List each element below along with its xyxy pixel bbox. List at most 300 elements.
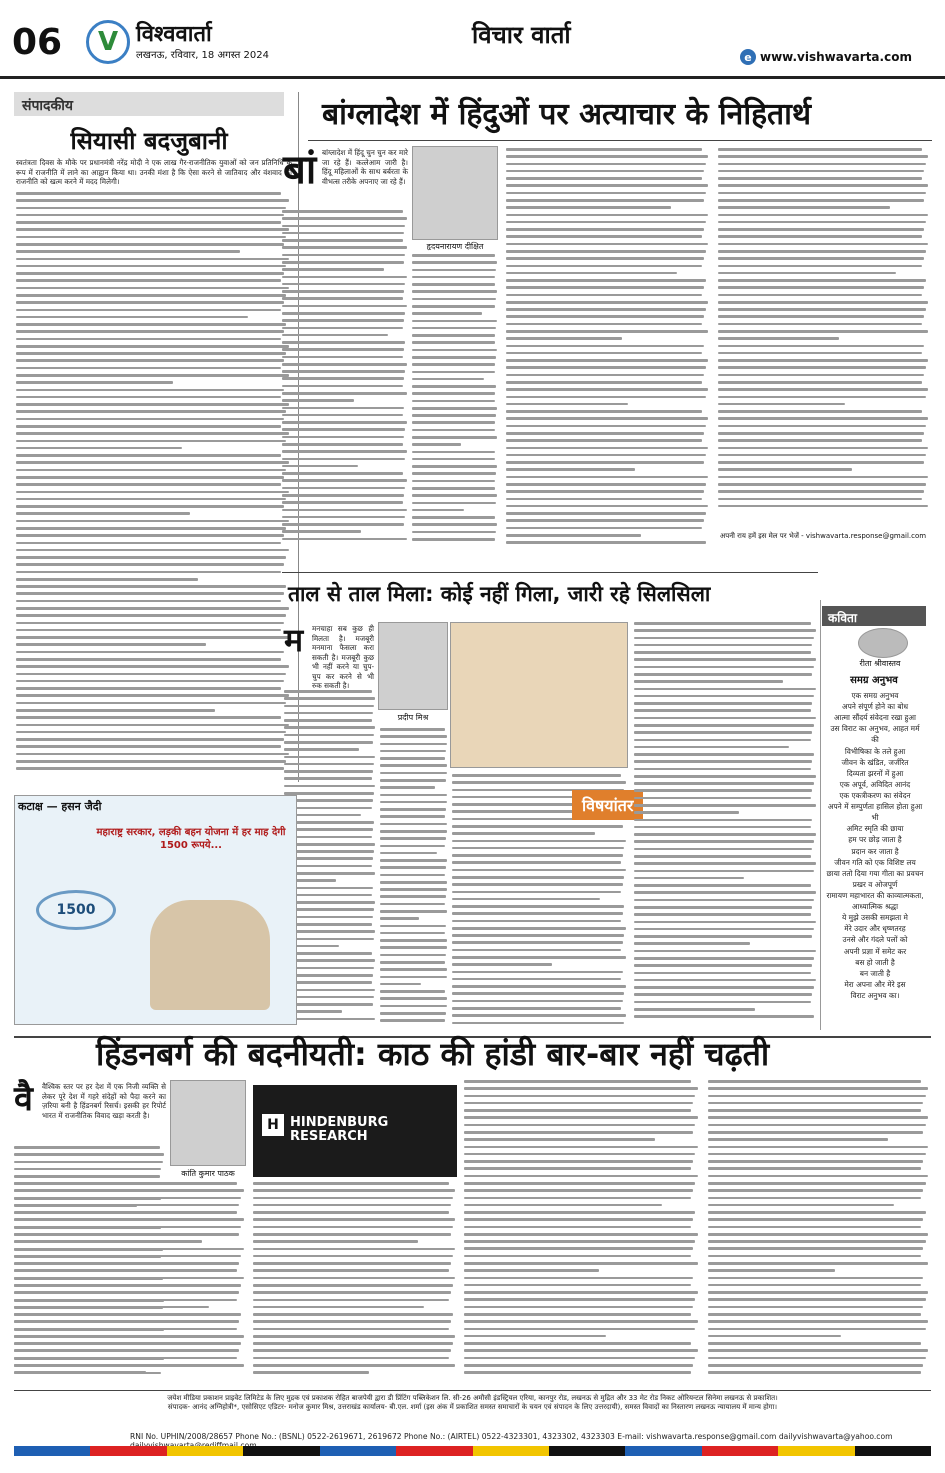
text-line <box>708 1131 923 1134</box>
text-line <box>284 967 374 970</box>
cartoon-artist: हसन जैदी <box>61 800 102 813</box>
text-line <box>14 1175 160 1178</box>
text-line <box>16 534 284 537</box>
text-line <box>634 862 816 865</box>
text-line <box>506 257 704 260</box>
text-line <box>718 381 922 384</box>
text-line <box>452 861 621 864</box>
text-line <box>284 996 374 999</box>
article3-col2 <box>253 1182 457 1384</box>
text-line <box>452 992 624 995</box>
author-photo-3 <box>170 1080 246 1166</box>
text-line <box>253 1262 451 1265</box>
text-line <box>464 1211 695 1214</box>
poem-line: हम पर छोड़ जाता है <box>848 835 902 845</box>
text-line <box>464 1160 693 1163</box>
text-line <box>14 1328 237 1331</box>
text-line <box>380 859 447 862</box>
text-line <box>412 451 495 454</box>
text-line <box>380 1019 445 1022</box>
text-line <box>708 1335 841 1338</box>
text-line <box>282 305 407 308</box>
text-line <box>452 1007 621 1010</box>
text-line <box>718 447 928 450</box>
article1-rule <box>308 140 932 141</box>
text-line <box>380 750 446 753</box>
text-line <box>16 491 289 494</box>
text-line <box>506 170 704 173</box>
text-line <box>380 939 447 942</box>
text-line <box>16 607 289 610</box>
text-line <box>506 228 704 231</box>
text-line <box>282 348 404 351</box>
text-line <box>718 388 928 391</box>
text-line <box>718 214 928 217</box>
text-line <box>464 1277 693 1280</box>
text-line <box>718 192 926 195</box>
text-line <box>634 979 816 982</box>
text-line <box>284 821 374 824</box>
text-line <box>412 349 497 352</box>
text-line <box>16 585 286 588</box>
text-line <box>16 214 284 217</box>
text-line <box>16 702 286 705</box>
editorial-tag: संपादकीय <box>14 92 284 116</box>
text-line <box>464 1153 695 1156</box>
text-line <box>16 381 173 384</box>
text-line <box>412 523 497 526</box>
text-line <box>464 1131 693 1134</box>
text-line <box>282 283 405 286</box>
text-line <box>412 465 497 468</box>
text-line <box>708 1364 923 1367</box>
text-line <box>634 870 814 873</box>
text-line <box>634 760 812 763</box>
text-line <box>634 797 811 800</box>
text-line <box>718 301 928 304</box>
text-line <box>412 312 482 315</box>
text-line <box>14 1277 244 1280</box>
text-line <box>412 458 495 461</box>
text-line <box>708 1291 928 1294</box>
text-line <box>634 739 811 742</box>
text-line <box>506 498 702 501</box>
text-line <box>506 206 671 209</box>
text-line <box>634 811 739 814</box>
text-line <box>464 1247 693 1250</box>
text-line <box>464 1204 662 1207</box>
text-line <box>284 901 375 904</box>
text-line <box>16 760 286 763</box>
text-line <box>253 1349 451 1352</box>
editorial-body <box>16 192 292 777</box>
text-line <box>16 454 281 457</box>
text-line <box>380 823 447 826</box>
poem-line: अपनी प्रज्ञा में समेट कर <box>843 946 907 956</box>
text-line <box>412 363 495 366</box>
text-line <box>452 920 621 923</box>
text-line <box>634 782 814 785</box>
text-line <box>718 403 845 406</box>
text-line <box>506 221 706 224</box>
text-line <box>506 272 677 275</box>
text-line <box>380 983 421 986</box>
text-line <box>506 315 704 318</box>
text-line <box>16 614 286 617</box>
text-line <box>412 480 495 483</box>
text-line <box>380 786 435 789</box>
hindenburg-logo-icon: H <box>262 1114 284 1136</box>
text-line <box>412 494 497 497</box>
text-line <box>718 454 926 457</box>
text-line <box>708 1095 926 1098</box>
text-line <box>282 487 405 490</box>
author-photo-2 <box>378 622 448 710</box>
text-line <box>506 417 708 420</box>
text-line <box>452 927 626 930</box>
poem-line: एक समग्र अनुभव <box>851 691 899 700</box>
text-line <box>380 764 447 767</box>
text-line <box>634 746 789 749</box>
text-line <box>708 1233 928 1236</box>
text-line <box>14 1146 160 1149</box>
text-line <box>253 1255 453 1258</box>
poem-line: उस विराट का अनुभव, आहत मर्म की <box>830 724 920 745</box>
poem-line: दिव्यता झरनों में हुआ <box>846 768 904 778</box>
text-line <box>16 563 284 566</box>
text-line <box>634 709 811 712</box>
text-line <box>634 950 816 953</box>
text-line <box>412 356 496 359</box>
editorial-intro: स्वतंत्रता दिवस के मौके पर प्रधानमंत्री नरेंद्र मोदी ने एक लाख गैर-राजनीतिक युवाओं को जन प्रतिनिधि के रूप में राजनीति में लाने का आह्वान किया था। उनकी मंशा है कि ऐसा करने से जातिवाद और वंशवाद की राजनीति को खत्म करने में मदद मिलेगी। <box>16 158 292 186</box>
article2-col1b <box>380 728 448 1030</box>
text-line <box>506 279 706 282</box>
text-line <box>14 1364 244 1367</box>
text-line <box>282 494 404 497</box>
text-line <box>718 417 928 420</box>
text-line <box>16 687 281 690</box>
text-line <box>464 1218 693 1221</box>
text-line <box>718 468 852 471</box>
text-line <box>380 895 446 898</box>
text-line <box>14 1269 237 1272</box>
text-line <box>16 542 281 545</box>
text-line <box>16 389 284 392</box>
text-line <box>506 243 708 246</box>
text-line <box>634 891 816 894</box>
imprint-line1: जयेश मीडिया प्रकाशन प्राइवेट लिमिटेड के लिए मुद्रक एवं प्रकाशक रोहित बाजपेयी द्वारा डी प्रिंटिंग पब्लिकेशन लि. सी-26 अमौसी इंडस्ट्रियल एरिया, कानपुर रोड, लखनऊ से मुद्रित और 33 मेट रोड निकट ओरियन्टल सिनेमा लखनऊ से प्रकाशित। <box>167 1394 778 1402</box>
poem-line: छाया ततो दिया गया गीता का प्रवचन <box>826 868 924 878</box>
text-line <box>16 658 281 661</box>
text-line <box>16 374 289 377</box>
article3-col1 <box>14 1182 246 1384</box>
text-line <box>282 232 404 235</box>
text-line <box>253 1320 451 1323</box>
text-line <box>253 1269 449 1272</box>
text-line <box>16 709 215 712</box>
text-line <box>452 869 626 872</box>
brand-name: विश्ववार्ता <box>136 22 212 47</box>
text-line <box>634 731 812 734</box>
text-line <box>14 1233 239 1236</box>
text-line <box>718 221 926 224</box>
text-line <box>718 476 928 479</box>
text-line <box>452 847 624 850</box>
article3-dropcap: वै <box>14 1079 33 1119</box>
text-line <box>506 337 622 340</box>
text-line <box>284 894 372 897</box>
text-line <box>464 1146 698 1149</box>
text-line <box>380 837 446 840</box>
text-line <box>506 330 708 333</box>
text-line <box>16 418 284 421</box>
text-line <box>14 1182 237 1185</box>
text-line <box>412 429 495 432</box>
text-line <box>16 316 248 319</box>
text-line <box>506 352 702 355</box>
text-line <box>506 323 702 326</box>
text-line <box>380 976 447 979</box>
text-line <box>412 320 497 323</box>
text-line <box>284 959 375 962</box>
text-line <box>452 985 626 988</box>
article1-author: हृदयनारायण दीक्षित <box>426 242 484 251</box>
text-line <box>282 297 403 300</box>
text-line <box>284 719 372 722</box>
text-line <box>452 898 600 901</box>
text-line <box>282 414 403 417</box>
cartoon-coin: 1500 <box>36 890 116 930</box>
cartoon-tag: कटाक्ष — हसन जैदी <box>18 800 102 813</box>
text-line <box>282 290 404 293</box>
poem-line: एक एकत्रीकरण का संवेदन <box>839 790 911 800</box>
text-line <box>634 804 816 807</box>
text-line <box>14 1168 161 1171</box>
text-line <box>718 432 924 435</box>
dateline: लखनऊ, रविवार, 18 अगस्त 2024 <box>136 50 269 61</box>
text-line <box>634 702 812 705</box>
poem-line: प्रदान कर जाता है <box>851 846 899 856</box>
text-line <box>16 432 289 435</box>
text-line <box>634 789 812 792</box>
text-line <box>452 825 623 828</box>
text-line <box>412 392 495 395</box>
text-line <box>253 1364 455 1367</box>
text-line <box>412 502 496 505</box>
text-line <box>718 294 922 297</box>
text-line <box>718 315 924 318</box>
text-line <box>253 1218 455 1221</box>
text-line <box>634 957 814 960</box>
text-line <box>282 327 403 330</box>
text-line <box>708 1146 928 1149</box>
text-line <box>452 832 595 835</box>
poem-line: आत्मा सौंदर्य संवेदना रखा हुआ <box>834 713 916 723</box>
text-line <box>718 199 924 202</box>
text-line <box>284 770 373 773</box>
text-line <box>16 228 289 231</box>
text-line <box>282 407 404 410</box>
text-line <box>16 483 281 486</box>
text-line <box>718 286 924 289</box>
text-line <box>284 843 375 846</box>
text-line <box>634 717 816 720</box>
text-line <box>282 319 404 322</box>
text-line <box>282 450 407 453</box>
text-line <box>718 337 839 340</box>
text-line <box>412 407 497 410</box>
text-line <box>708 1284 921 1287</box>
text-line <box>506 425 706 428</box>
brand-logo: V <box>86 20 130 64</box>
text-line <box>506 454 706 457</box>
text-line <box>708 1357 926 1360</box>
text-line <box>464 1313 691 1316</box>
text-line <box>506 366 706 369</box>
text-line <box>708 1313 921 1316</box>
poet-name: रीता श्रीवास्तव <box>859 659 901 668</box>
text-line <box>16 330 284 333</box>
text-line <box>506 476 708 479</box>
text-line <box>412 283 495 286</box>
text-line <box>14 1211 237 1214</box>
text-line <box>506 468 635 471</box>
registration-colorbar <box>14 1446 931 1456</box>
text-line <box>718 155 928 158</box>
text-line <box>412 436 497 439</box>
text-line <box>452 1022 624 1025</box>
text-line <box>412 254 495 257</box>
text-line <box>282 356 403 359</box>
text-line <box>284 748 359 751</box>
text-line <box>253 1328 449 1331</box>
imprint-line2: संपादक- आनंद अग्निहोत्री*, एसोसिएट एडिटर- मनोज कुमार मिश्र, उत्तराखंड कार्यालय- बी.एल. शर्मा (इस अंक में प्रकाशित समस्त समाचारों के चयन एवं संपादन के लिए उत्तरदायी), समस्त विवादों का निस्तारण लखनऊ न्यायालय में मान्य होगा। <box>167 1403 778 1412</box>
text-line <box>284 807 372 810</box>
text-line <box>282 377 404 380</box>
text-line <box>16 578 198 581</box>
poem-line: भी <box>871 813 879 823</box>
text-line <box>16 403 289 406</box>
text-line <box>16 549 289 552</box>
text-line <box>634 622 811 625</box>
text-line <box>380 917 419 920</box>
text-line <box>282 443 403 446</box>
text-line <box>634 964 812 967</box>
text-line <box>506 214 708 217</box>
text-line <box>412 385 496 388</box>
text-line <box>380 888 447 891</box>
text-line <box>708 1277 923 1280</box>
text-line <box>14 1226 241 1229</box>
text-line <box>282 254 405 257</box>
text-line <box>634 855 811 858</box>
text-line <box>634 848 812 851</box>
text-line <box>634 819 812 822</box>
text-line <box>412 371 495 374</box>
text-line <box>708 1102 923 1105</box>
text-line <box>718 308 926 311</box>
text-line <box>16 287 289 290</box>
text-line <box>718 148 922 151</box>
article1-dropcap: बां <box>283 146 317 193</box>
text-line <box>380 743 447 746</box>
text-line <box>380 845 445 848</box>
text-line <box>634 906 812 909</box>
text-line <box>282 465 358 468</box>
article2-lead: मनचाहा सब कुछ ही मिलता है। मजबूरी मनमाना फैसला करा सकती है। मजबूरी कुछ भी नहीं करने या चुप-चुप कर करने से भी रुक सकती है। <box>312 624 374 690</box>
text-line <box>718 265 922 268</box>
text-line <box>282 261 404 264</box>
text-line <box>634 629 816 632</box>
text-line <box>380 1012 446 1015</box>
text-line <box>282 217 407 220</box>
text-line <box>718 396 926 399</box>
text-line <box>16 622 284 625</box>
text-line <box>708 1160 923 1163</box>
text-line <box>634 826 811 829</box>
text-line <box>380 794 447 797</box>
text-line <box>506 490 704 493</box>
text-line <box>282 334 388 337</box>
text-line <box>506 410 702 413</box>
text-line <box>380 735 447 738</box>
text-line <box>708 1269 835 1272</box>
article2-headline: ताल से ताल मिला: कोई नहीं गिला, जारी रहे सिलसिला <box>288 582 711 606</box>
text-line <box>464 1357 695 1360</box>
hindenburg-photo-text: HINDENBURG RESEARCH <box>290 1115 389 1145</box>
text-line <box>708 1189 923 1192</box>
text-line <box>380 801 447 804</box>
text-line <box>380 866 446 869</box>
text-line <box>282 516 405 519</box>
poem-line: उनसे और गंदले पलों को <box>842 935 908 945</box>
text-line <box>708 1328 926 1331</box>
text-line <box>380 990 445 993</box>
poem-line: एक अपूर्व, अविदित आनंद <box>839 779 911 789</box>
text-line <box>282 385 403 388</box>
text-line <box>506 163 706 166</box>
text-line <box>634 833 816 836</box>
text-line <box>380 910 447 913</box>
text-line <box>14 1255 241 1258</box>
text-line <box>253 1371 369 1374</box>
text-line <box>506 505 708 508</box>
text-line <box>452 774 621 777</box>
text-line <box>718 410 922 413</box>
text-line <box>14 1189 244 1192</box>
text-line <box>14 1299 237 1302</box>
text-line <box>284 981 372 984</box>
text-line <box>16 309 281 312</box>
poem-line: विराट अनुभव का। <box>850 990 900 1000</box>
text-line <box>282 523 404 526</box>
text-line <box>718 461 924 464</box>
text-line <box>634 942 750 945</box>
article1-col1 <box>282 210 408 550</box>
text-line <box>506 265 702 268</box>
text-line <box>284 828 373 831</box>
text-line <box>506 512 706 515</box>
article2-badge: विषयांतर <box>572 790 643 820</box>
website-link[interactable]: www.vishwavarta.com <box>760 50 912 64</box>
text-line <box>412 400 495 403</box>
text-line <box>14 1342 241 1345</box>
text-line <box>506 432 704 435</box>
text-line <box>634 673 812 676</box>
text-line <box>253 1335 455 1338</box>
text-line <box>16 724 289 727</box>
text-line <box>464 1342 691 1345</box>
